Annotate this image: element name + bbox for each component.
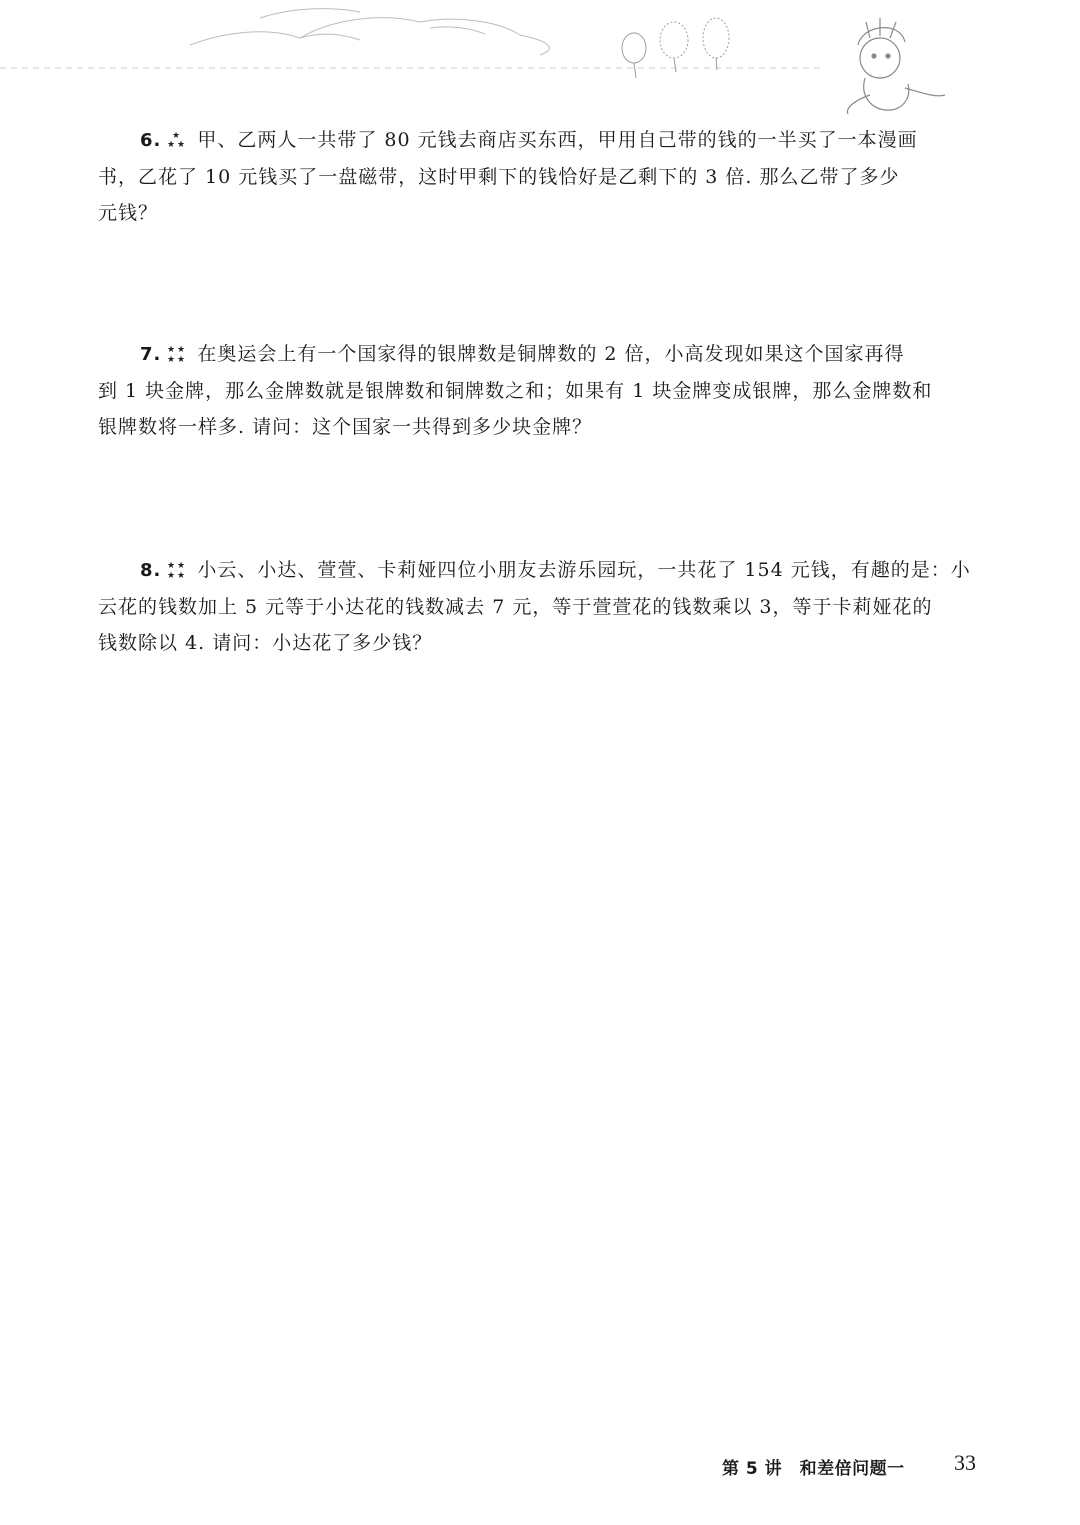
problem-text: 在奥运会上有一个国家得的银牌数是铜牌数的 2 倍，小高发现如果这个国家再得 [197, 343, 905, 365]
problem-line: 书，乙花了 10 元钱买了一盘磁带，这时甲剩下的钱恰好是乙剩下的 3 倍. 那么乙带了多少 [98, 166, 900, 188]
problem-line [98, 336, 943, 373]
svg-text:★: ★ [167, 355, 177, 363]
problem-text: 小云、小达、萱萱、卡莉娅四位小朋友去游乐园玩，一共花了 154 元钱，有趣的是：小 [197, 559, 971, 581]
problem-line: 钱数除以 4. 请问：小达花了多少钱？ [98, 632, 433, 654]
svg-text:★: ★ [177, 561, 187, 571]
balloon-icon [622, 18, 729, 78]
header-illustration [0, 0, 1080, 130]
problem-number: 8. [140, 560, 162, 581]
svg-text:★: ★ [172, 131, 182, 141]
svg-text:★: ★ [167, 561, 177, 571]
lecture-title: 第 5 讲 和差倍问题一 [722, 1459, 905, 1479]
problem-8 [98, 552, 971, 661]
cloud-sketch [190, 9, 549, 55]
svg-text:★: ★ [177, 355, 187, 363]
problem-number: 7. [140, 344, 162, 365]
problem-line: 云花的钱数加上 5 元等于小达花的钱数减去 7 元，等于萱萱花的钱数乘以 3，等于卡莉娅花的 [98, 596, 933, 618]
svg-text:★: ★ [167, 345, 177, 355]
svg-text:★: ★ [177, 571, 187, 579]
problem-7 [98, 336, 943, 445]
problem-line: 银牌数将一样多. 请问：这个国家一共得到多少块金牌？ [98, 416, 593, 438]
problem-number: 6. [140, 130, 162, 151]
difficulty-star-icon [167, 559, 189, 579]
svg-text:★: ★ [177, 140, 187, 148]
svg-text:★: ★ [167, 140, 177, 148]
problem-line [98, 552, 971, 589]
difficulty-star-icon [167, 130, 189, 148]
problem-6 [98, 122, 943, 231]
svg-text:★: ★ [177, 345, 187, 355]
page-number: 33 [954, 1450, 976, 1475]
cartoon-character-icon [847, 18, 945, 114]
problem-line: 到 1 块金牌，那么金牌数就是银牌数和铜牌数之和；如果有 1 块金牌变成银牌，那么金牌数和 [98, 380, 933, 402]
page-footer [718, 1448, 978, 1484]
problem-text: 甲、乙两人一共带了 80 元钱去商店买东西，甲用自己带的钱的一半买了一本漫画 [197, 129, 918, 151]
problem-line: 元钱？ [98, 202, 159, 224]
svg-text:★: ★ [167, 571, 177, 579]
problem-line [98, 122, 943, 159]
difficulty-star-icon [167, 343, 189, 363]
